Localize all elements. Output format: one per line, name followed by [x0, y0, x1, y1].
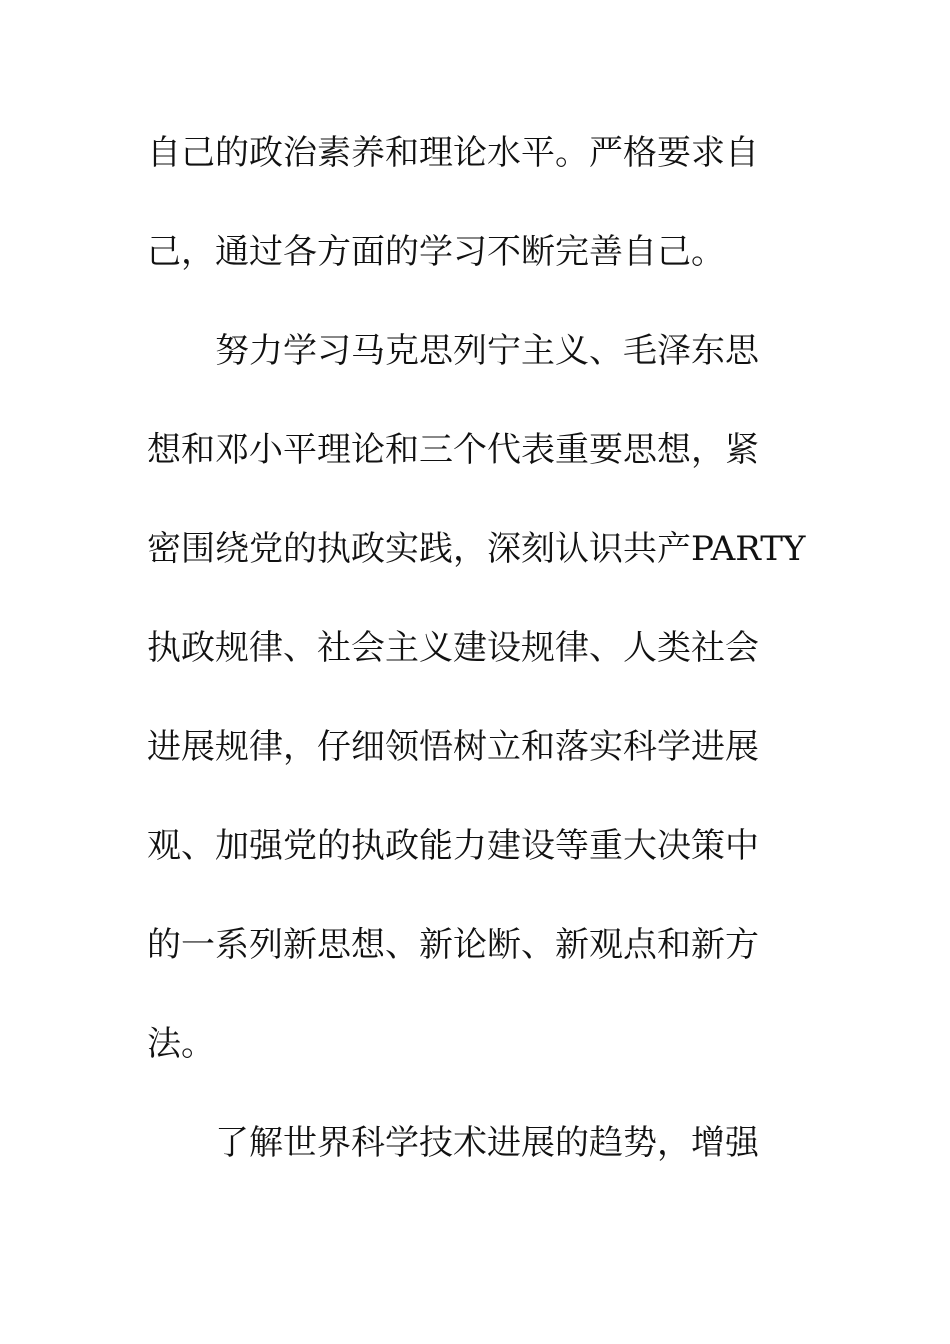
paragraph-start-line: 努力学习马克思列宁主义、毛泽东思	[215, 331, 759, 371]
text-line: 进展规律，仔细领悟树立和落实科学进展	[147, 727, 759, 767]
text-line: 执政规律、社会主义建设规律、人类社会	[147, 628, 759, 668]
text-line: 己，通过各方面的学习不断完善自己。	[147, 232, 725, 272]
text-line: 自己的政治素养和理论水平。严格要求自	[147, 133, 759, 173]
text-line: 观、加强党的执政能力建设等重大决策中	[147, 826, 759, 866]
text-line: 法。	[147, 1024, 215, 1064]
text-line: 的一系列新思想、新论断、新观点和新方	[147, 925, 759, 965]
body-text	[147, 121, 817, 1210]
paragraph-start-line: 了解世界科学技术进展的趋势，增强	[215, 1123, 759, 1163]
text-line: 想和邓小平理论和三个代表重要思想，紧	[147, 430, 759, 470]
text-line: 密围绕党的执政实践，深刻认识共产PARTY	[147, 529, 806, 569]
